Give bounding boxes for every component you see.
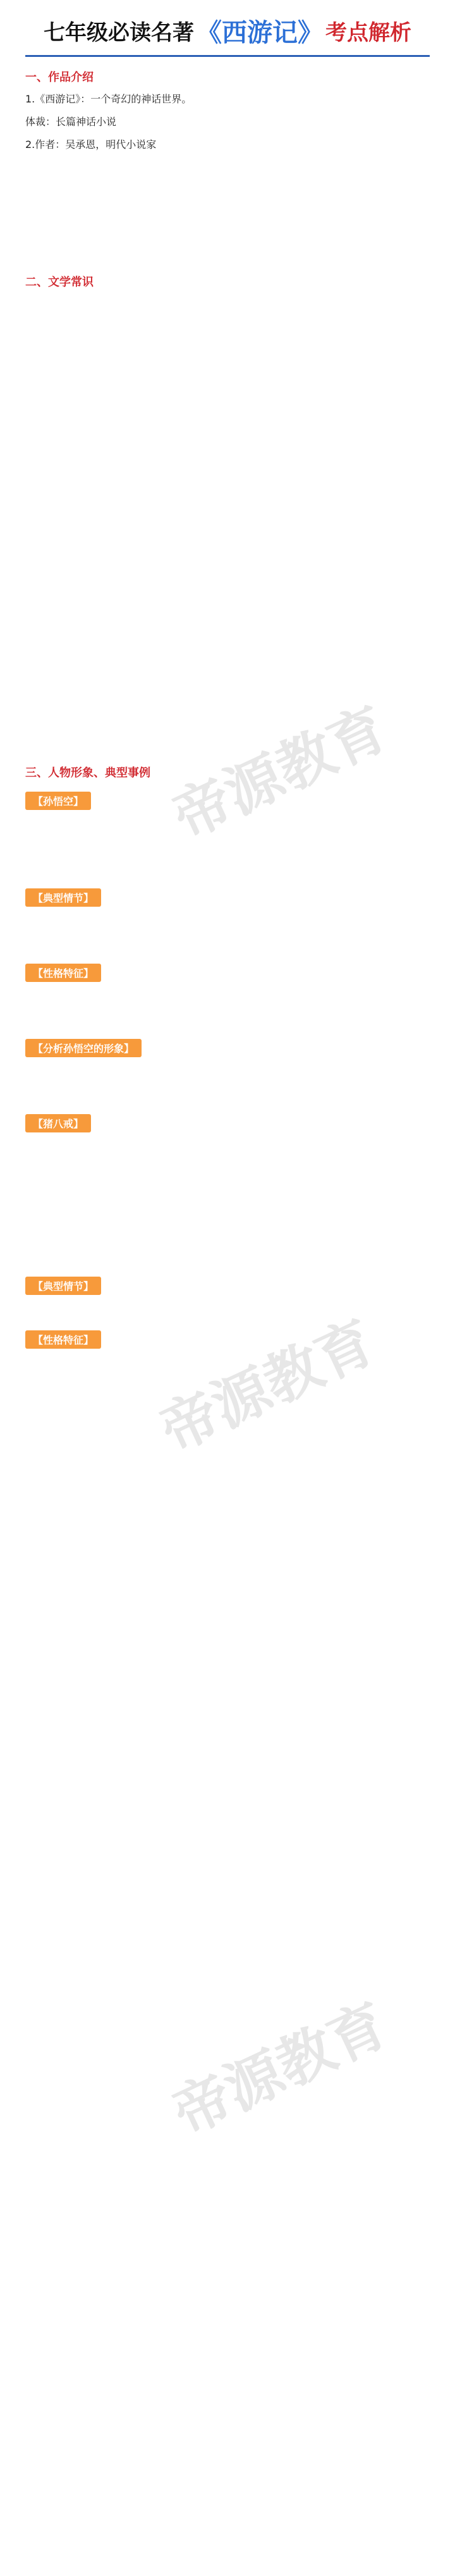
literature-line	[25, 493, 430, 511]
literature-line	[25, 601, 430, 618]
zhu-line	[25, 1184, 430, 1202]
intro-line	[25, 223, 430, 240]
section-characters: 三、人物形象、典型事例	[25, 766, 150, 780]
sun-typical-line	[25, 936, 430, 954]
tag-typical-plot: 【典型情节】	[25, 1277, 101, 1295]
mid-line	[25, 692, 430, 709]
tag-character-trait: 【性格特征】	[25, 964, 101, 982]
literature-line	[25, 579, 430, 597]
sun-line	[25, 839, 430, 857]
sun-analysis-line	[25, 1086, 430, 1104]
zhu-typical-line	[25, 1303, 430, 1320]
spacer	[25, 359, 430, 403]
tag-zhu-bajie: 【猪八戒】	[25, 1114, 91, 1132]
literature-line	[25, 558, 430, 575]
literature-line	[25, 407, 430, 425]
literature-line	[25, 295, 430, 312]
intro-line	[25, 158, 430, 176]
literature-line	[25, 515, 430, 532]
sun-analysis-line	[25, 1065, 430, 1083]
mid-line	[25, 670, 430, 688]
zhu-trait-line	[25, 1356, 430, 1374]
title-bar	[25, 9, 430, 57]
mid-line	[25, 713, 430, 731]
literature-block	[25, 295, 430, 618]
section-literature: 二、文学常识	[25, 276, 94, 289]
zhu-line	[25, 1227, 430, 1245]
literature-line	[25, 429, 430, 446]
mid-block	[25, 670, 430, 752]
intro-line: 1.《西游记》：一个奇幻的神话世界。	[25, 93, 192, 105]
mid-line	[25, 735, 430, 752]
intro-line: 体裁：长篇神话小说	[25, 116, 117, 128]
literature-line	[25, 450, 430, 468]
zhu-line	[25, 1206, 430, 1224]
title-book: 《西游记》	[197, 18, 323, 47]
zhu-line	[25, 1249, 430, 1267]
sun-line	[25, 861, 430, 878]
watermark: 帝源教育	[163, 1991, 397, 2148]
literature-line	[25, 338, 430, 355]
sun-line	[25, 818, 430, 835]
section-intro: 一、作品介绍	[25, 71, 94, 84]
sun-trait-line	[25, 1011, 430, 1029]
sun-typical-line	[25, 914, 430, 932]
intro-line	[25, 180, 430, 197]
watermark: 帝源教育	[150, 1308, 385, 1465]
tag-sun-wukong: 【孙悟空】	[25, 792, 91, 810]
intro-block	[25, 90, 430, 262]
intro-line: 2.作者：吴承恩，明代小说家	[25, 138, 157, 150]
title-prefix: 七年级必读名著	[44, 20, 194, 46]
watermark: 帝源教育	[163, 695, 397, 852]
sun-trait-line	[25, 990, 430, 1007]
title-suffix: 考点解析	[325, 20, 411, 46]
tag-analysis: 【分析孙悟空的形象】	[25, 1039, 142, 1057]
literature-line	[25, 316, 430, 334]
spacer	[25, 622, 430, 666]
tag-typical-plot: 【典型情节】	[25, 888, 101, 907]
literature-line	[25, 536, 430, 554]
spacer	[25, 1136, 430, 1181]
intro-line	[25, 201, 430, 219]
literature-line	[25, 472, 430, 489]
tag-character-trait: 【性格特征】	[25, 1330, 101, 1349]
intro-line	[25, 244, 430, 262]
